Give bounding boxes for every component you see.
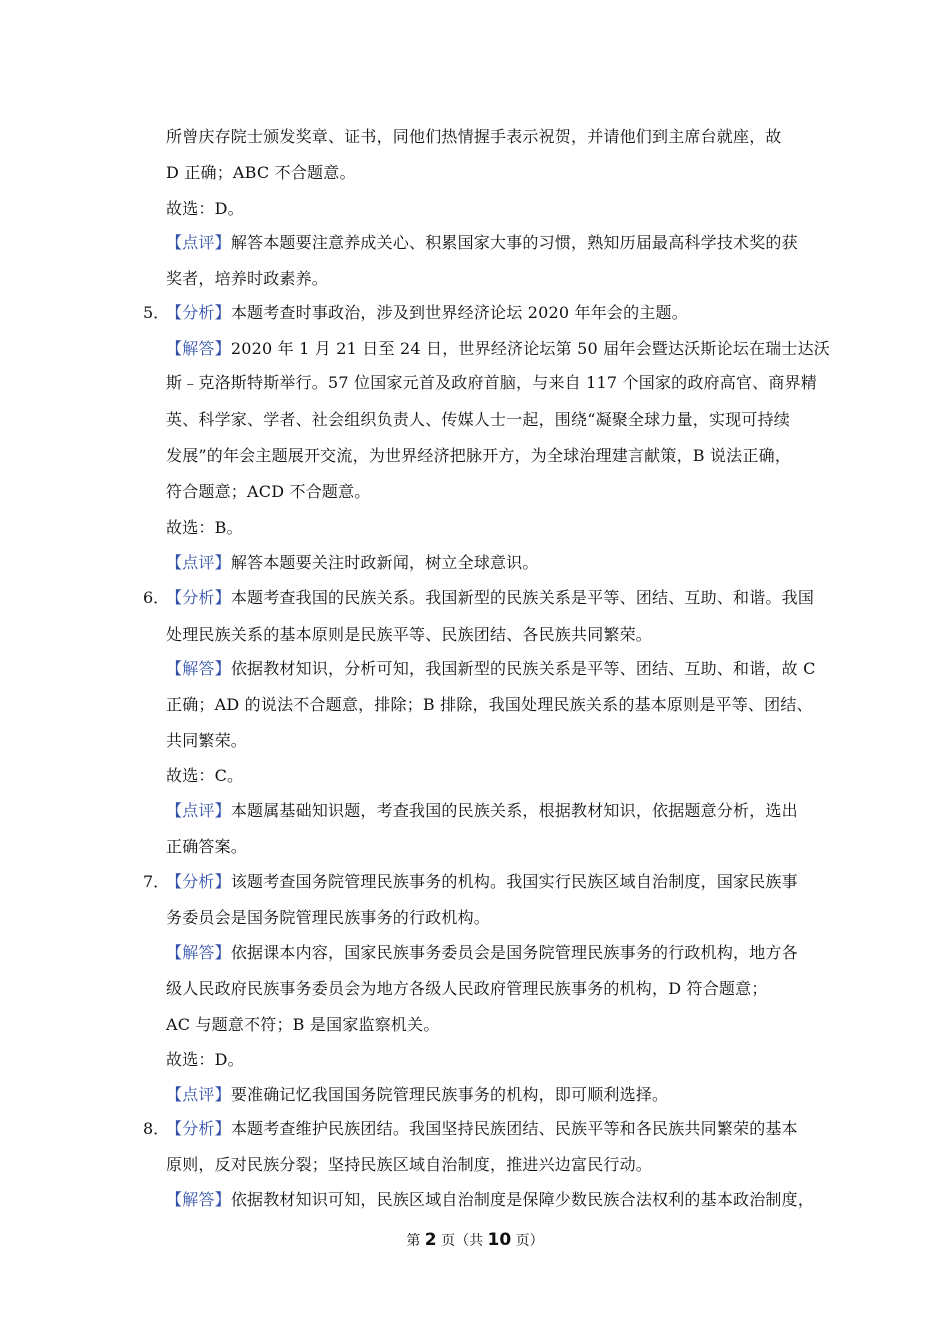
line-text: 所曾庆存院士颁发奖章、证书，同他们热情握手表示祝贺，并请他们到主席台就座，故 [166,127,782,146]
line-text: D 正确；ABC 不合题意。 [166,163,356,182]
line-text: 故选：C。 [166,766,244,785]
line-text: 奖者，培养时政素养。 [166,269,329,288]
line-text: 本题考查维护民族团结。我国坚持民族团结、民族平等和各民族共同繁荣的基本 [230,1119,798,1138]
line-text: 英、科学家、学者、社会组织负责人、传媒人士一起，围绕“凝聚全球力量，实现可持续 [166,410,790,429]
section-tag: 【解答】 [166,339,231,358]
line-text: 故选：D。 [166,1050,244,1069]
line-text: 依据课本内容，国家民族事务委员会是国务院管理民族事务的行政机构，地方各 [230,943,798,962]
line-text: 要准确记忆我国国务院管理民族事务的机构，即可顺利选择。 [230,1085,669,1104]
question-number: 6． [143,588,170,607]
line-text: AC 与题意不符；B 是国家监察机关。 [166,1015,440,1034]
current-page-number: 2 [424,1230,437,1250]
line-text: 2020 年 1 月 21 日至 24 日，世界经济论坛第 50 届年会暨达沃斯论坛在瑞士达沃 [230,339,830,358]
line-text: 依据教材知识，分析可知，我国新型的民族关系是平等、团结、互助、和谐，故 C [230,659,816,678]
section-tag: 【点评】 [166,1085,231,1104]
line-text: 发展”的年会主题展开交流，为世界经济把脉开方，为全球治理建言献策，B 说法正确， [166,446,792,465]
line-text: 故选：D。 [166,199,244,218]
line-text: 务委员会是国务院管理民族事务的行政机构。 [166,908,491,927]
line-text: 正确；AD 的说法不合题意，排除；B 排除，我国处理民族关系的基本原则是平等、团结、 [166,695,813,714]
section-tag: 【分析】 [166,872,231,891]
line-text: 原则，反对民族分裂；坚持民族区域自治制度，推进兴边富民行动。 [166,1155,653,1174]
total-page-count: 10 [487,1230,512,1250]
section-tag: 【分析】 [166,1119,231,1138]
question-number: 8． [143,1119,170,1138]
section-tag: 【分析】 [166,588,231,607]
line-text: 解答本题要注意养成关心、积累国家大事的习惯，熟知历届最高科学技术奖的获 [230,233,798,252]
question-number: 7． [143,872,170,891]
section-tag: 【解答】 [166,943,231,962]
line-text: 依据教材知识可知，民族区域自治制度是保障少数民族合法权利的基本政治制度， [230,1190,815,1209]
line-text: 解答本题要关注时政新闻，树立全球意识。 [230,553,539,572]
line-text: 符合题意；ACD 不合题意。 [166,482,371,501]
line-text: 本题考查时事政治，涉及到世界经济论坛 2020 年年会的主题。 [230,303,688,322]
section-tag: 【解答】 [166,659,231,678]
line-text: 故选：B。 [166,518,243,537]
line-text: 该题考查国务院管理民族事务的机构。我国实行民族区域自治制度，国家民族事 [230,872,798,891]
line-text: 处理民族关系的基本原则是民族平等、民族团结、各民族共同繁荣。 [166,625,653,644]
line-text: 共同繁荣。 [166,731,248,750]
page-footer: 第 2 页（共 10 页） [406,1230,544,1250]
line-text: 斯﹣克洛斯特斯举行。57 位国家元首及政府首脑，与来自 117 个国家的政府高官、商界精 [166,373,817,392]
line-text: 正确答案。 [166,837,248,856]
section-tag: 【分析】 [166,303,231,322]
line-text: 本题属基础知识题，考查我国的民族关系，根据教材知识，依据题意分析，选出 [230,801,798,820]
line-text: 级人民政府民族事务委员会为地方各级人民政府管理民族事务的机构，D 符合题意； [166,979,768,998]
line-text: 本题考查我国的民族关系。我国新型的民族关系是平等、团结、互助、和谐。我国 [230,588,815,607]
section-tag: 【点评】 [166,233,231,252]
section-tag: 【点评】 [166,553,231,572]
section-tag: 【点评】 [166,801,231,820]
section-tag: 【解答】 [166,1190,231,1209]
question-number: 5． [143,303,170,322]
